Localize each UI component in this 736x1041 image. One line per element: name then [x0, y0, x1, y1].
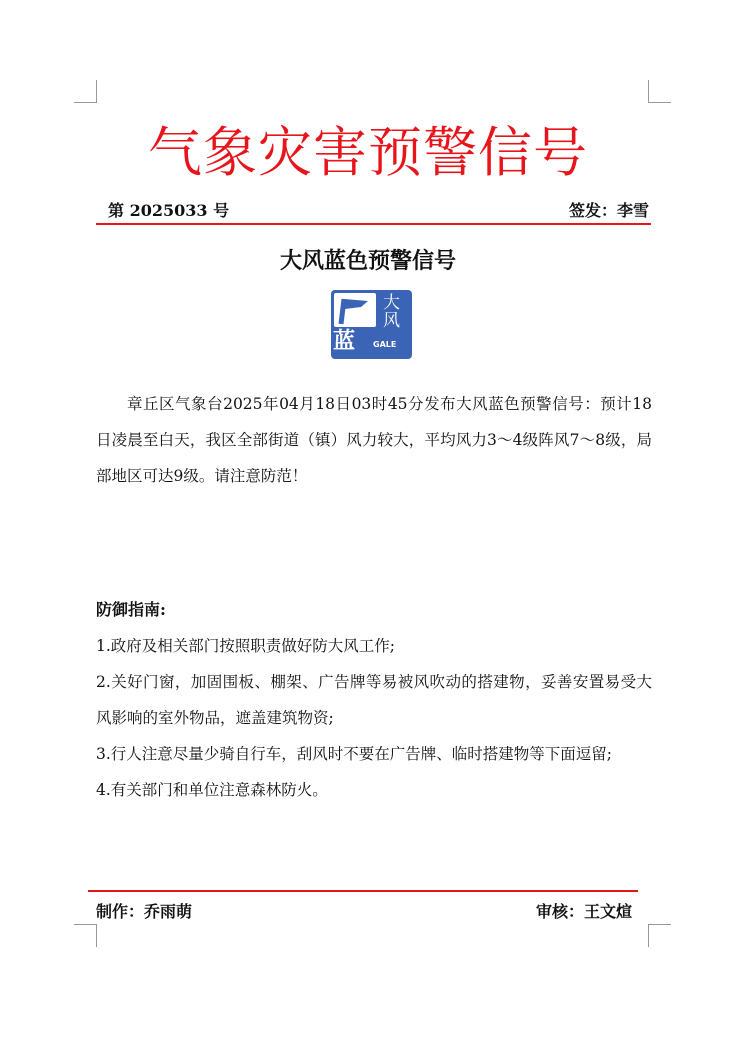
- badge-english-label: GALE: [373, 340, 397, 349]
- crop-mark-top-right: [648, 80, 671, 103]
- maker: 制作：乔雨萌: [96, 902, 193, 921]
- guide-list: [96, 628, 652, 808]
- guide-item: 3.行人注意尽量少骑自行车，刮风时不要在广告牌、临时搭建物等下面逗留;: [96, 745, 613, 763]
- guide-heading: 防御指南:: [96, 600, 166, 619]
- gale-blue-warning-icon: [331, 290, 412, 359]
- warning-paragraph: 章丘区气象台2025年04月18日03时45分发布大风蓝色预警信号：预计18日凌晨至白天，我区全部街道（镇）风力较大，平均风力3～4级阵风7～8级，局部地区可达9级。请注意防范！: [96, 395, 652, 485]
- issue-number: 第 2025033 号: [108, 201, 230, 220]
- guide-item: 4.有关部门和单位注意森林防火。: [96, 781, 328, 799]
- signal-title: 大风蓝色预警信号: [279, 248, 456, 274]
- issue-row: [96, 199, 651, 225]
- wind-flag-icon: [336, 295, 374, 325]
- badge-char-feng: 风: [383, 311, 400, 331]
- guide-item: 1.政府及相关部门按照职责做好防大风工作;: [96, 637, 396, 655]
- reviewer: 审核：王文煊: [535, 902, 632, 921]
- crop-mark-bottom-left: [74, 924, 97, 947]
- crop-mark-top-left: [74, 80, 97, 103]
- footer-divider: [88, 890, 638, 892]
- guide-item: 2.关好门窗，加固围板、棚架、广告牌等易被风吹动的搭建物，妥善安置易受大风影响的室外物品，遮盖建筑物资;: [96, 673, 652, 727]
- badge-color-char: 蓝: [333, 329, 356, 354]
- document-title: 气象灾害预警信号: [148, 121, 588, 184]
- badge-char-da: 大: [383, 293, 400, 313]
- crop-mark-bottom-right: [648, 924, 671, 947]
- signer: 签发：李雪: [568, 201, 649, 220]
